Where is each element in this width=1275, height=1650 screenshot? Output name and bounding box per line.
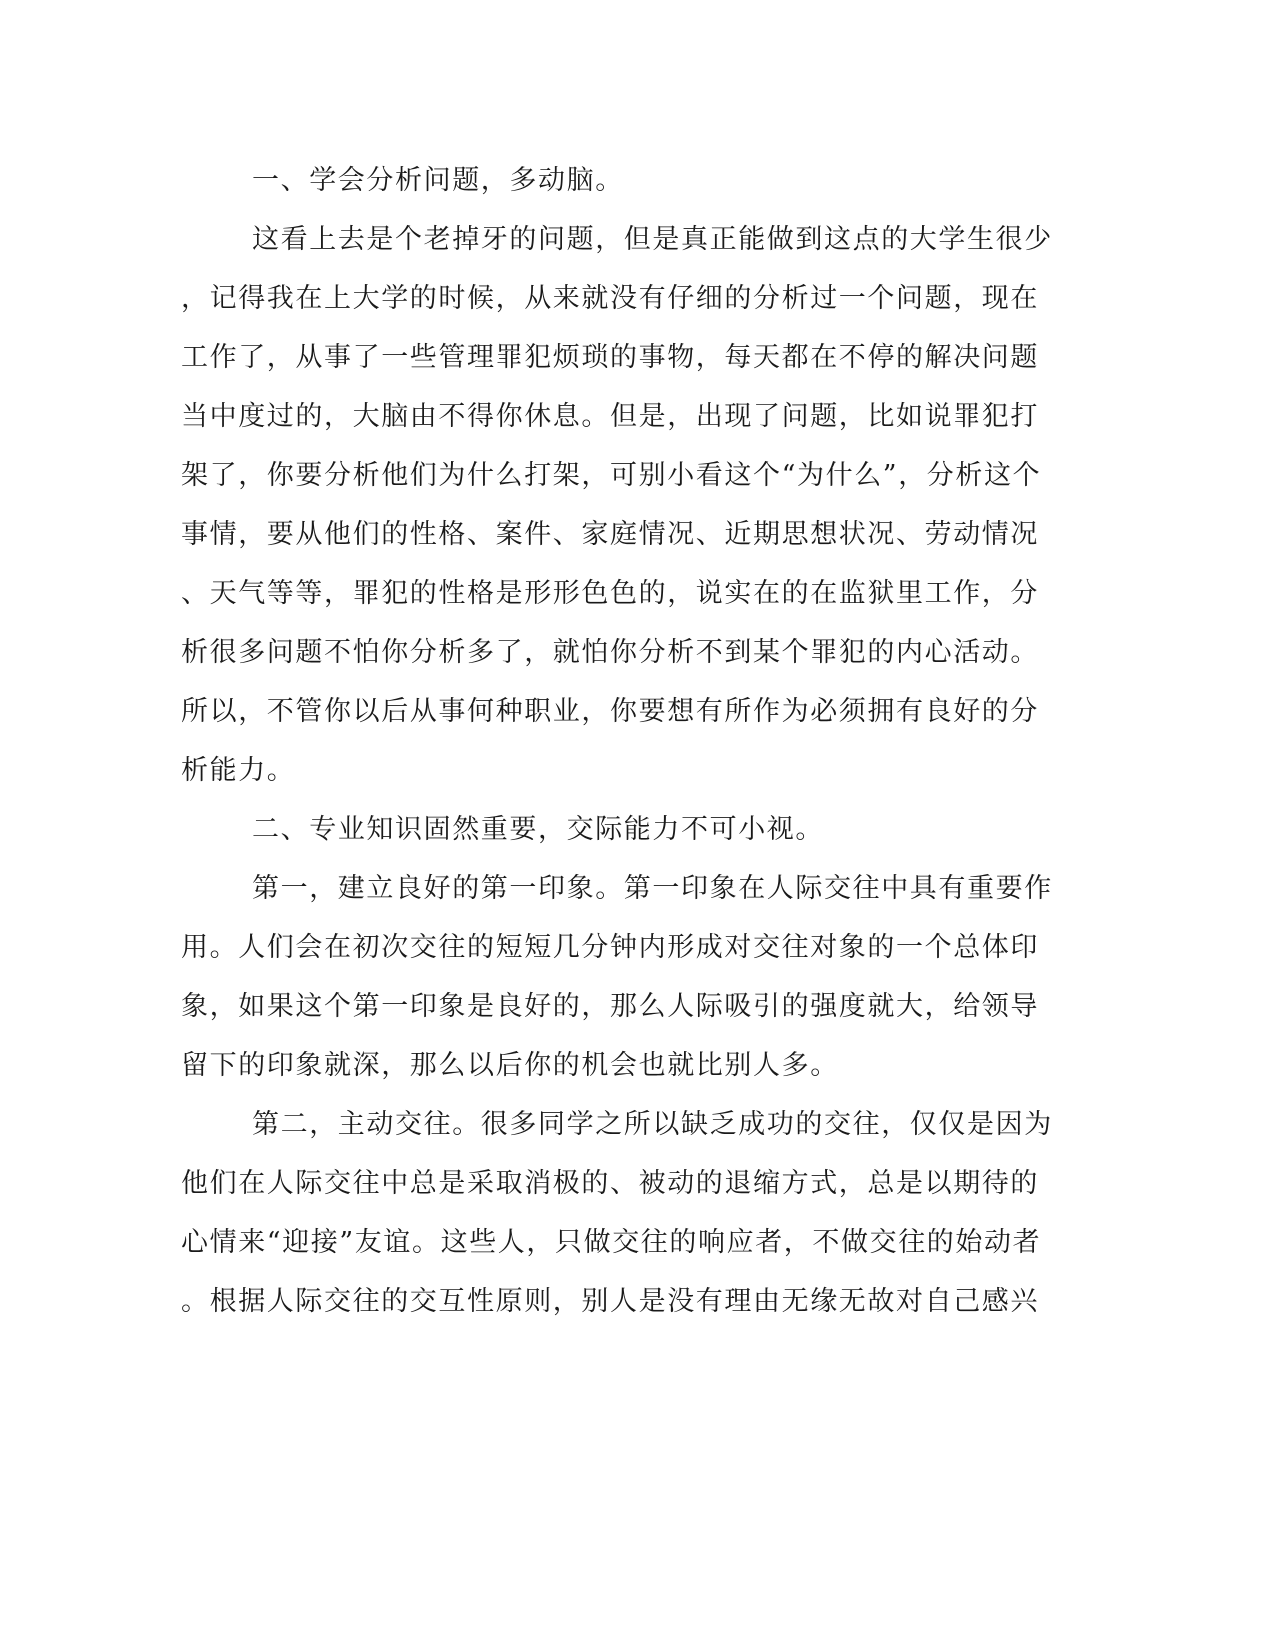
section-2-heading: 二、专业知识固然重要，交际能力不可小视。 [252,814,824,845]
section-1-paragraph-line: 析能力。 [181,755,296,786]
section-2-paragraph-2-line: 他们在人际交往中总是采取消极的、被动的退缩方式，总是以期待的 [181,1168,1039,1199]
section-1-paragraph-line: 架了，你要分析他们为什么打架，可别小看这个“为什么”，分析这个 [181,460,1042,491]
section-1-paragraph-line: 所以，不管你以后从事何种职业，你要想有所作为必须拥有良好的分 [181,696,1039,727]
section-2-paragraph-1-line: 留下的印象就深，那么以后你的机会也就比别人多。 [181,1050,839,1081]
section-1-heading: 一、学会分析问题，多动脑。 [252,165,624,196]
section-1-paragraph-line: 当中度过的，大脑由不得你休息。但是，出现了问题，比如说罪犯打 [181,401,1039,432]
section-2-paragraph-1-line: 第一，建立良好的第一印象。第一印象在人际交往中具有重要作 [252,873,1053,904]
section-1-paragraph-line: ，记得我在上大学的时候，从来就没有仔细的分析过一个问题，现在 [181,283,1039,314]
section-1-paragraph-line: 、天气等等，罪犯的性格是形形色色的，说实在的在监狱里工作，分 [181,578,1039,609]
section-1-paragraph-line: 事情，要从他们的性格、案件、家庭情况、近期思想状况、劳动情况 [181,519,1039,550]
section-2-paragraph-2-line: 。根据人际交往的交互性原则，别人是没有理由无缘无故对自己感兴 [181,1286,1039,1317]
section-2-paragraph-2-line: 第二，主动交往。很多同学之所以缺乏成功的交往，仅仅是因为 [252,1109,1053,1140]
section-1-paragraph-line: 工作了，从事了一些管理罪犯烦琐的事物，每天都在不停的解决问题 [181,342,1039,373]
section-2-paragraph-1-line: 用。人们会在初次交往的短短几分钟内形成对交往对象的一个总体印 [181,932,1039,963]
section-1-paragraph-line: 析很多问题不怕你分析多了，就怕你分析不到某个罪犯的内心活动。 [181,637,1039,668]
section-1-paragraph-line: 这看上去是个老掉牙的问题，但是真正能做到这点的大学生很少 [252,224,1053,255]
section-2-paragraph-1-line: 象，如果这个第一印象是良好的，那么人际吸引的强度就大，给领导 [181,991,1039,1022]
section-2-paragraph-2-line: 心情来“迎接”友谊。这些人，只做交往的响应者，不做交往的始动者 [181,1227,1042,1258]
